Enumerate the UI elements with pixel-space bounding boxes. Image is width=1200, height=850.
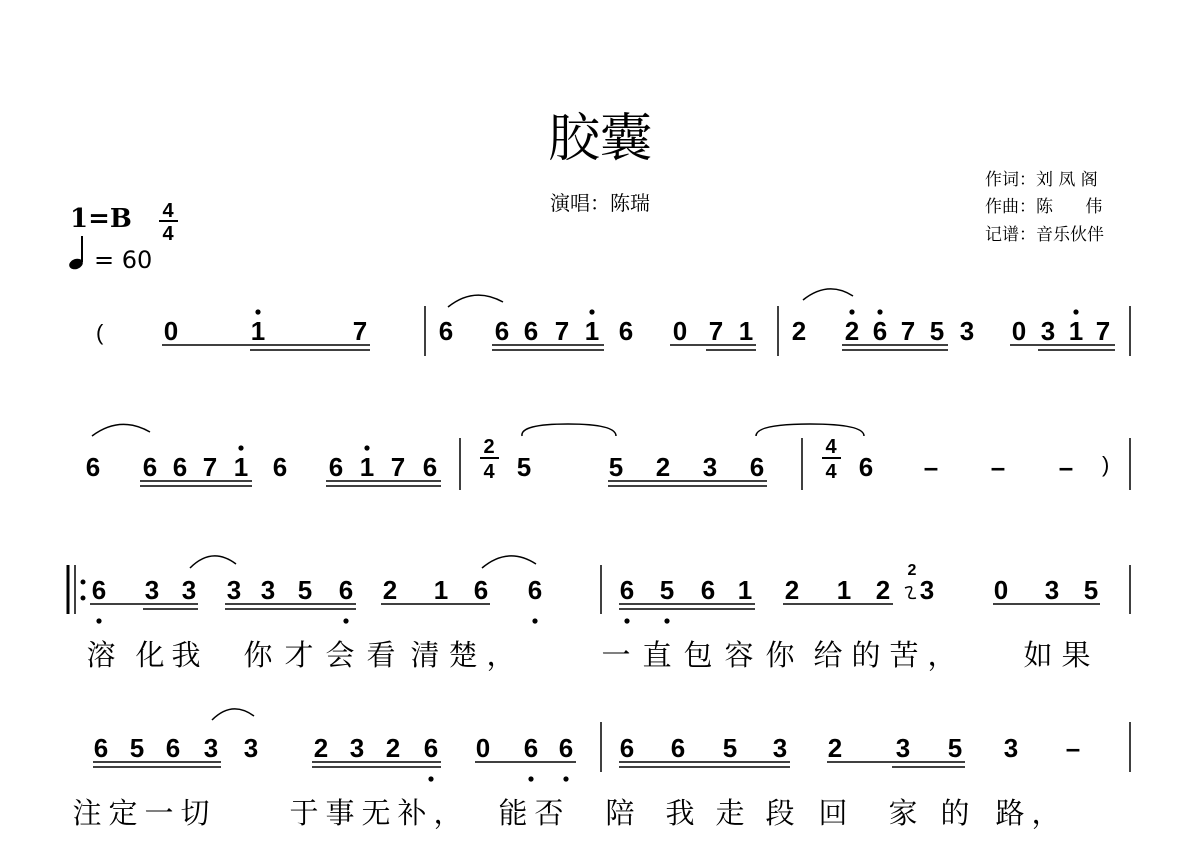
slur <box>92 424 150 436</box>
dash: – <box>1065 733 1081 763</box>
note: 6 <box>618 316 634 346</box>
note: 5 <box>1083 575 1099 605</box>
note: 3 <box>1003 733 1019 763</box>
lyric-char: 切 <box>180 796 210 830</box>
lyric-char: 溶 <box>86 638 116 672</box>
lyric-char: 我 <box>171 638 201 672</box>
lyric-char: 楚 <box>448 638 478 672</box>
lyric-char: 你 <box>765 638 795 672</box>
note: 6 <box>619 575 635 605</box>
lyric-char: 否 <box>534 796 564 830</box>
note: 7 <box>390 452 406 482</box>
octave-dot-up <box>589 309 594 314</box>
note: 1 <box>836 575 852 605</box>
note: 6 <box>858 452 874 482</box>
lyric-char: 的 <box>940 796 970 830</box>
dash: – <box>990 452 1006 482</box>
note: 3 <box>260 575 276 605</box>
note: 6 <box>872 316 888 346</box>
note: 0 <box>475 733 491 763</box>
octave-dot-up <box>238 445 243 450</box>
note: 7 <box>708 316 724 346</box>
note: 6 <box>328 452 344 482</box>
note: 6 <box>338 575 354 605</box>
note: 6 <box>272 452 288 482</box>
octave-dot-up <box>849 309 854 314</box>
note: 6 <box>438 316 454 346</box>
time-change-bottom: 4 <box>825 461 837 483</box>
note: 3 <box>895 733 911 763</box>
note: 0 <box>1011 316 1027 346</box>
lyric-char: 一 <box>601 638 631 672</box>
dash: – <box>923 452 939 482</box>
key-signature: 1=B <box>70 204 132 234</box>
note: 6 <box>142 452 158 482</box>
tie <box>522 424 616 436</box>
note: 2 <box>784 575 800 605</box>
lyric-char: ， <box>433 796 463 830</box>
note: 3 <box>1040 316 1056 346</box>
lyric-char: 事 <box>325 796 355 830</box>
octave-dot-down <box>96 618 101 623</box>
octave-dot-down <box>664 618 669 623</box>
lyric-char: 于 <box>289 796 319 830</box>
close-parenthesis: ) <box>1102 452 1110 477</box>
octave-dot-down <box>532 618 537 623</box>
lyric-char: 给 <box>813 638 843 672</box>
lyric-char: 包 <box>683 638 713 672</box>
lyric-char: 会 <box>325 638 355 672</box>
note: 6 <box>558 733 574 763</box>
dash: – <box>1058 452 1074 482</box>
repeat-start-sign <box>68 565 86 614</box>
note: 3 <box>226 575 242 605</box>
octave-dot-up <box>877 309 882 314</box>
lyric-char: 才 <box>284 638 314 672</box>
octave-dot-up <box>364 445 369 450</box>
note: 7 <box>900 316 916 346</box>
note: 1 <box>738 316 754 346</box>
note: 6 <box>523 316 539 346</box>
lyric-char: 路 <box>995 796 1025 830</box>
grace-note: 2 <box>907 562 917 579</box>
slur <box>190 556 236 568</box>
note: 6 <box>700 575 716 605</box>
lyric-char: 化 <box>135 638 165 672</box>
note: 3 <box>144 575 160 605</box>
lyric-char: 家 <box>888 796 918 830</box>
note: 5 <box>516 452 532 482</box>
lyric-char: 我 <box>665 796 695 830</box>
note: 1 <box>433 575 449 605</box>
octave-dot-down <box>343 618 348 623</box>
quarter-note-icon <box>68 236 85 271</box>
note: 5 <box>929 316 945 346</box>
lyric-char: 你 <box>243 638 273 672</box>
lyric-char: 能 <box>498 796 528 830</box>
open-parenthesis: ( <box>96 320 104 345</box>
note: 3 <box>702 452 718 482</box>
note: 3 <box>1044 575 1060 605</box>
octave-dot-down <box>528 776 533 781</box>
note: 3 <box>349 733 365 763</box>
note: 7 <box>202 452 218 482</box>
note: 5 <box>722 733 738 763</box>
note: 1 <box>584 316 600 346</box>
lyric-char: 走 <box>715 796 745 830</box>
note: 6 <box>494 316 510 346</box>
time-change-top: 4 <box>825 436 837 458</box>
note: 1 <box>359 452 375 482</box>
note: 3 <box>919 575 935 605</box>
note: 3 <box>243 733 259 763</box>
note: 1 <box>250 316 266 346</box>
lyric-char: 一 <box>144 796 174 830</box>
note: 7 <box>352 316 368 346</box>
note: 5 <box>129 733 145 763</box>
note: 6 <box>165 733 181 763</box>
time-change-bottom: 4 <box>483 461 495 483</box>
note: 1 <box>1068 316 1084 346</box>
composer-credit: 作曲：陈 伟 <box>985 197 1103 217</box>
note: 0 <box>163 316 179 346</box>
lyric-char: 的 <box>851 638 881 672</box>
slur <box>482 556 536 568</box>
note: 6 <box>619 733 635 763</box>
note: 6 <box>91 575 107 605</box>
note: 7 <box>554 316 570 346</box>
note: 5 <box>947 733 963 763</box>
note: 6 <box>749 452 765 482</box>
lyric-char: ， <box>927 638 957 672</box>
note: 7 <box>1095 316 1111 346</box>
note: 2 <box>791 316 807 346</box>
lyric-char: 段 <box>765 796 795 830</box>
octave-dot-down <box>624 618 629 623</box>
note: 2 <box>385 733 401 763</box>
note: 2 <box>844 316 860 346</box>
lyric-char: 苦 <box>889 638 919 672</box>
note: 0 <box>993 575 1009 605</box>
song-title: 胶囊 <box>547 109 652 169</box>
note: 3 <box>959 316 975 346</box>
lyric-char: 补 <box>397 796 427 830</box>
lyric-char: 直 <box>642 638 672 672</box>
note: 3 <box>203 733 219 763</box>
time-signature-top: 4 <box>162 200 174 222</box>
slur <box>212 709 254 720</box>
note: 6 <box>423 733 439 763</box>
lyric-char: ， <box>1031 796 1061 830</box>
octave-dot-down <box>428 776 433 781</box>
lyric-char: 注 <box>72 796 102 830</box>
octave-dot-up <box>1073 309 1078 314</box>
note: 5 <box>659 575 675 605</box>
lyric-char: 回 <box>818 796 848 830</box>
singer-credit: 演唱：陈瑞 <box>550 191 650 215</box>
tempo-marking: = 60 <box>94 246 153 274</box>
note: 3 <box>772 733 788 763</box>
note: 1 <box>737 575 753 605</box>
time-signature-bottom: 4 <box>162 223 174 245</box>
grace-slur <box>905 587 916 599</box>
note: 2 <box>827 733 843 763</box>
lyric-char: 容 <box>724 638 754 672</box>
note: 6 <box>527 575 543 605</box>
slur <box>448 295 503 307</box>
note: 3 <box>181 575 197 605</box>
note: 2 <box>875 575 891 605</box>
lyric-char: 看 <box>366 638 396 672</box>
note: 6 <box>473 575 489 605</box>
tie <box>756 424 864 436</box>
lyric-char: 定 <box>108 796 138 830</box>
note: 1 <box>233 452 249 482</box>
octave-dot-down <box>563 776 568 781</box>
note: 6 <box>172 452 188 482</box>
note: 6 <box>523 733 539 763</box>
lyric-char: ， <box>486 638 516 672</box>
note: 6 <box>422 452 438 482</box>
lyric-char: 陪 <box>605 796 635 830</box>
note: 6 <box>85 452 101 482</box>
lyric-char: 如 <box>1023 638 1053 672</box>
slur <box>803 289 853 300</box>
note: 6 <box>670 733 686 763</box>
lyric-char: 果 <box>1061 638 1091 672</box>
time-change-top: 2 <box>483 436 495 458</box>
note: 5 <box>297 575 313 605</box>
note: 6 <box>93 733 109 763</box>
octave-dot-up <box>255 309 260 314</box>
transcriber-credit: 记谱：音乐伙伴 <box>985 225 1104 245</box>
note: 5 <box>608 452 624 482</box>
note: 2 <box>382 575 398 605</box>
note: 2 <box>313 733 329 763</box>
note: 2 <box>655 452 671 482</box>
lyric-char: 无 <box>361 796 391 830</box>
note: 0 <box>672 316 688 346</box>
lyricist-credit: 作词：刘 凤 阁 <box>985 170 1098 190</box>
lyric-char: 清 <box>410 638 440 672</box>
